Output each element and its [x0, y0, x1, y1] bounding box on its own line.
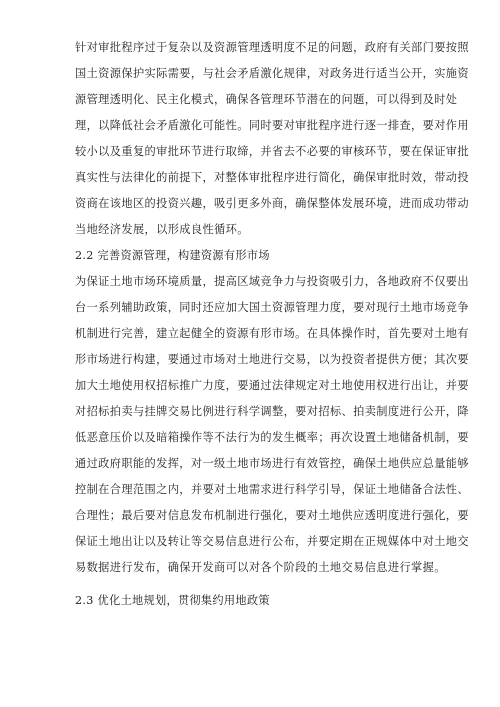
paragraph-1-line: 资商在该地区的投资兴趣，吸引更多外商，确保整体发展环境，进而成功带动	[75, 197, 469, 210]
paragraph-2-line: 机制进行完善，建立起健全的资源有形市场。在具体操作时，首先要对土地有	[75, 327, 469, 340]
paragraph-2-line: 合理性；最后要对信息发布机制进行强化，要对土地供应透明度进行强化，要	[75, 509, 469, 522]
paragraph-2-line: 通过政府职能的发挥，对一级土地市场进行有效管控，确保土地供应总量能够	[75, 457, 469, 470]
paragraph-2-line: 保证土地出让以及转让等交易信息进行公布，并要定期在正规媒体中对土地交	[75, 535, 469, 548]
paragraph-1-line: 针对审批程序过于复杂以及资源管理透明度不足的问题，政府有关部门要按照	[75, 41, 469, 54]
paragraph-1-line: 较小以及重复的审批环节进行取缔，并省去不必要的审核环节，要在保证审批	[75, 145, 469, 158]
paragraph-2-line: 易数据进行发布，确保开发商可以对各个阶段的土地交易信息进行掌握。	[75, 561, 446, 574]
paragraph-2-line: 对招标拍卖与挂牌交易比例进行科学调整，要对招标、拍卖制度进行公开，降	[75, 405, 469, 418]
paragraph-2-line: 台一系列辅助政策，同时还应加大国土资源管理力度，要对现行土地市场竞争	[75, 301, 469, 314]
section-heading-2-3: 2.3 优化土地规划，贯彻集约用地政策	[75, 594, 270, 607]
paragraph-1-line: 当地经济发展，以形成良性循环。	[75, 223, 249, 236]
paragraph-1-line: 真实性与法律化的前提下，对整体审批程序进行简化，确保审批时效，带动投	[75, 171, 469, 184]
paragraph-1-line: 理，以降低社会矛盾激化可能性。同时要对审批程序进行逐一排查，要对作用	[75, 119, 469, 132]
paragraph-2-line: 控制在合理范围之内，并要对土地需求进行科学引导，保证土地储备合法性、	[75, 483, 469, 496]
paragraph-1-line: 源管理透明化、民主化模式，确保各管理环节潜在的问题，可以得到及时处	[75, 93, 458, 106]
paragraph-2-line: 为保证土地市场环境质量，提高区域竞争力与投资吸引力，各地政府不仅要出	[75, 275, 469, 288]
paragraph-2-line: 形市场进行构建，要通过市场对土地进行交易，以为投资者提供方便；其次要	[75, 353, 469, 366]
paragraph-2-line: 低恶意压价以及暗箱操作等不法行为的发生概率；再次设置土地储备机制，要	[75, 431, 469, 444]
section-heading-2-2: 2.2 完善资源管理，构建资源有形市场	[75, 249, 270, 262]
paragraph-2-line: 加大土地使用权招标推广力度，要通过法律规定对土地使用权进行出让，并要	[75, 379, 469, 392]
paragraph-1-line: 国土资源保护实际需要，与社会矛盾激化规律，对政务进行适当公开，实施资	[75, 67, 469, 80]
